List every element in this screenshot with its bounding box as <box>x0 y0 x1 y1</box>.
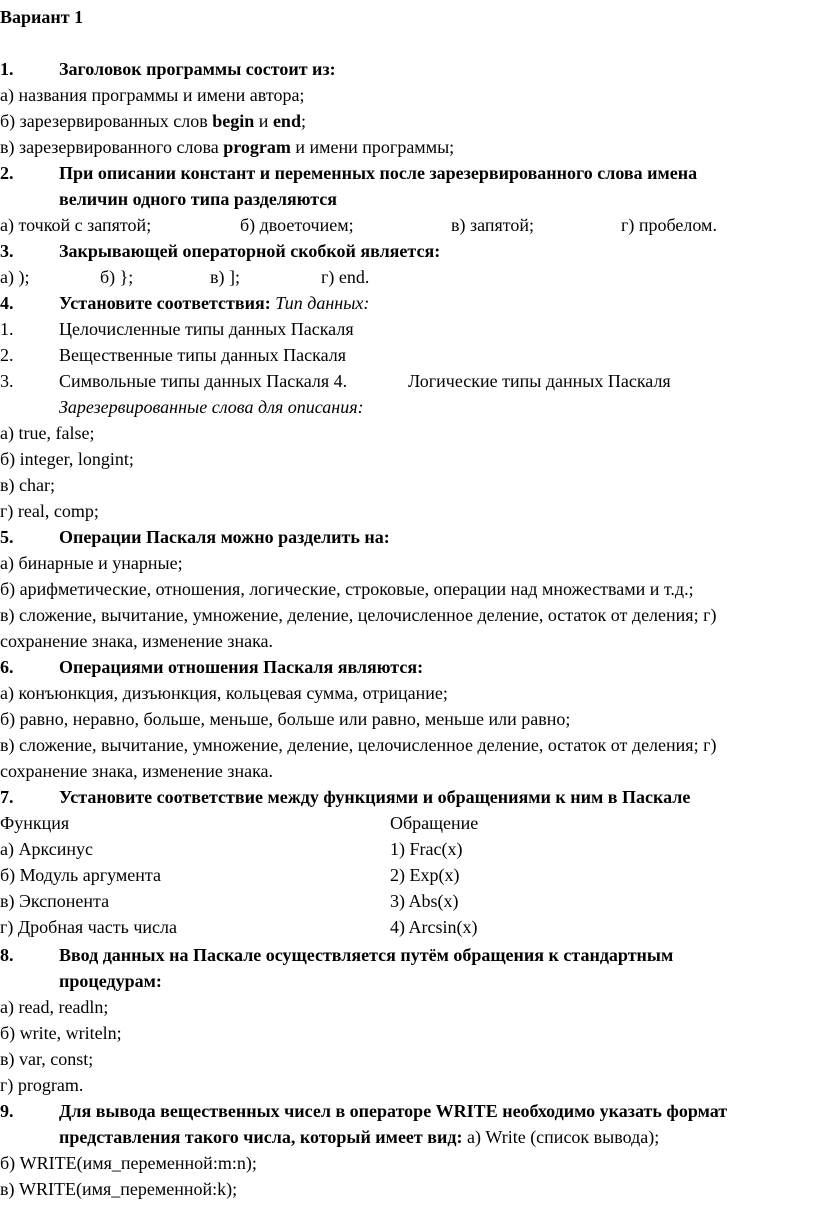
q4-option-b: б) integer, longint; <box>0 449 134 469</box>
question-text: величин одного типа разделяются <box>59 189 337 209</box>
q2-option-d: г) пробелом. <box>621 215 717 235</box>
question-text: Установите соответствие между функциями и обращениями к ним в Паскале <box>59 787 691 807</box>
q7-col-call: Обращение <box>390 813 479 833</box>
question-number: 7. <box>0 787 14 807</box>
q7-col-function: Функция <box>0 813 70 833</box>
question-number: 6. <box>0 657 14 677</box>
q2-option-b: б) двоеточием; <box>240 215 354 235</box>
question-number: 5. <box>0 527 14 547</box>
q5-option-c-cont: сохранение знака, изменение знака. <box>0 631 274 651</box>
q6-option-c-cont: сохранение знака, изменение знака. <box>0 761 274 781</box>
q3-option-c: в) ]; <box>210 267 240 287</box>
q8-option-a: а) read, readln; <box>0 997 109 1017</box>
question-text: Операции Паскаля можно разделить на: <box>59 527 390 547</box>
question-text: При описании констант и переменных после зарезервированного слова имена <box>59 163 698 183</box>
q6-option-c: в) сложение, вычитание, умножение, деление, целочисленное деление, остаток от деления; г) <box>0 735 717 755</box>
q1-option-c: в) зарезервированного слова program и имени программы; <box>0 137 455 157</box>
q1-option-a: а) названия программы и имени автора; <box>0 85 305 105</box>
q8-option-d: г) program. <box>0 1075 84 1095</box>
question-number: 3. <box>0 241 14 261</box>
question-number: 9. <box>0 1101 14 1121</box>
question-number: 4. <box>0 293 14 313</box>
question-text: Для вывода вещественных чисел в операторе WRITE необходимо указать формат <box>59 1101 728 1121</box>
q5-option-b: б) арифметические, отношения, логические, строковые, операции над множествами и т.д.; <box>0 579 694 599</box>
question-text: Закрывающей операторной скобкой является: <box>59 241 441 261</box>
q6-option-a: а) конъюнкция, дизъюнкция, кольцевая сумма, отрицание; <box>0 683 448 703</box>
q2-option-c: в) запятой; <box>451 215 535 235</box>
question-text: Заголовок программы состоит из: <box>59 59 336 79</box>
q8-option-c: в) var, const; <box>0 1049 94 1069</box>
q9-option-a: а) Write (список вывода); <box>462 1127 660 1147</box>
variant-title: Вариант 1 <box>0 7 84 27</box>
question-text: процедурам: <box>59 971 162 991</box>
q9-option-c: в) WRITE(имя_переменной:k); <box>0 1179 238 1199</box>
question-text: Операциями отношения Паскаля являются: <box>59 657 424 677</box>
question-number: 2. <box>0 163 14 183</box>
q6-option-b: б) равно, неравно, больше, меньше, больше или равно, меньше или равно; <box>0 709 571 729</box>
question-number: 8. <box>0 945 14 965</box>
question-text: Установите соответствия: <box>59 293 271 313</box>
question-text: Ввод данных на Паскале осуществляется путём обращения к стандартным <box>59 945 674 965</box>
question-subtitle: Тип данных: <box>275 293 370 313</box>
q5-option-c: в) сложение, вычитание, умножение, деление, целочисленное деление, остаток от деления; г) <box>0 605 717 625</box>
q9-option-b: б) WRITE(имя_переменной:m:n); <box>0 1153 257 1173</box>
q2-option-a: а) точкой с запятой; <box>0 215 152 235</box>
q1-option-b: б) зарезервированных слов begin и end; <box>0 111 306 131</box>
q4-option-a: а) true, false; <box>0 423 95 443</box>
q4-option-c: в) char; <box>0 475 55 495</box>
q4-option-d: г) real, comp; <box>0 501 99 521</box>
q3-option-a: а) ); <box>0 267 30 287</box>
question-number: 1. <box>0 59 14 79</box>
q8-option-b: б) write, writeln; <box>0 1023 122 1043</box>
question-text: представления такого числа, который имеет вид: <box>59 1127 463 1147</box>
q3-option-b: б) }; <box>100 267 134 287</box>
q3-option-d: г) end. <box>321 267 370 287</box>
q5-option-a: а) бинарные и унарные; <box>0 553 183 573</box>
